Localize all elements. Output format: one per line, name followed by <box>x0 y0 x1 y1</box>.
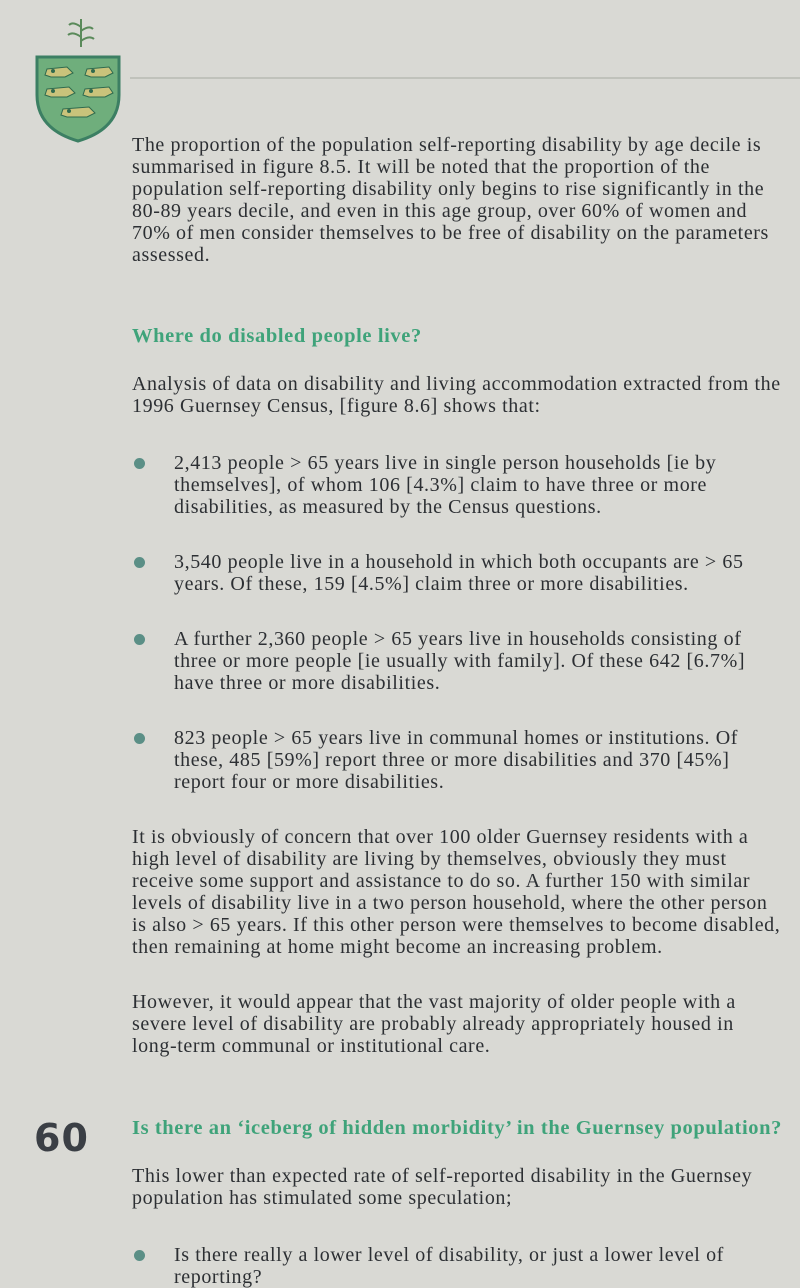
paragraph-age-decile: The proportion of the population self-reporting disability by age decile is summarised in figure 8.5. It will be noted that the proportion of the population self-reporting disability only begins to rise significantly in the 80-89 years decile, and even in this age group, over 60% of women and 70% of men consider themselves to be free of disability on the parameters assessed. <box>132 134 769 266</box>
list-item-text: Is there really a lower level of disability, or just a lower level of reporting? <box>174 1244 724 1288</box>
list-item <box>132 551 782 595</box>
bullet-icon <box>134 557 145 568</box>
bullet-icon <box>134 733 145 744</box>
section-heading-iceberg: Is there an ‘iceberg of hidden morbidity’ in the Guernsey population? <box>132 1117 782 1139</box>
bullet-icon <box>134 634 145 645</box>
guernsey-crest-icon <box>33 17 123 145</box>
bullet-list-speculation <box>132 1244 782 1288</box>
page-number: 60 <box>34 1116 89 1160</box>
list-item-text: A further 2,360 people > 65 years live in households consisting of three or more people [ie usually with family]. Of these 642 [6.7%] have three or more disabilities. <box>174 628 746 694</box>
paragraph-concern: It is obviously of concern that over 100 older Guernsey residents with a high level of disability are living by themselves, obviously they must receive some support and assistance to do so. A further 150 with similar levels of disability live in a two person household, where the other person is also > 65 years. If this other person were themselves to become disabled, then remaining at home might become an increasing problem. <box>132 826 781 958</box>
list-item <box>132 452 782 518</box>
list-item-text: 2,413 people > 65 years live in single person households [ie by themselves], of whom 106 [4.3%] claim to have three or more disabilities, as measured by the Census questions. <box>174 452 717 518</box>
paragraph-however: However, it would appear that the vast majority of older people with a severe level of disability are probably already appropriately housed in long-term communal or institutional care. <box>132 991 736 1057</box>
list-item-text: 3,540 people live in a household in which both occupants are > 65 years. Of these, 159 [4.5%] claim three or more disabilities. <box>174 551 744 595</box>
list-item <box>132 628 782 694</box>
bullet-icon <box>134 458 145 469</box>
list-item-text: 823 people > 65 years live in communal homes or institutions. Of these, 485 [59%] report three or more disabilities and 370 [45%] report four or more disabilities. <box>174 727 739 793</box>
bullet-icon <box>134 1250 145 1261</box>
section-heading-where-live: Where do disabled people live? <box>132 325 422 347</box>
paragraph-census-analysis: Analysis of data on disability and living accommodation extracted from the 1996 Guernsey Census, [figure 8.6] shows that: <box>132 373 781 417</box>
list-item <box>132 727 782 793</box>
top-rule <box>130 77 800 79</box>
bullet-list-census <box>132 452 782 793</box>
list-item <box>132 1244 782 1288</box>
page-body <box>132 134 782 1288</box>
paragraph-speculation: This lower than expected rate of self-reported disability in the Guernsey population has stimulated some speculation; <box>132 1165 753 1209</box>
